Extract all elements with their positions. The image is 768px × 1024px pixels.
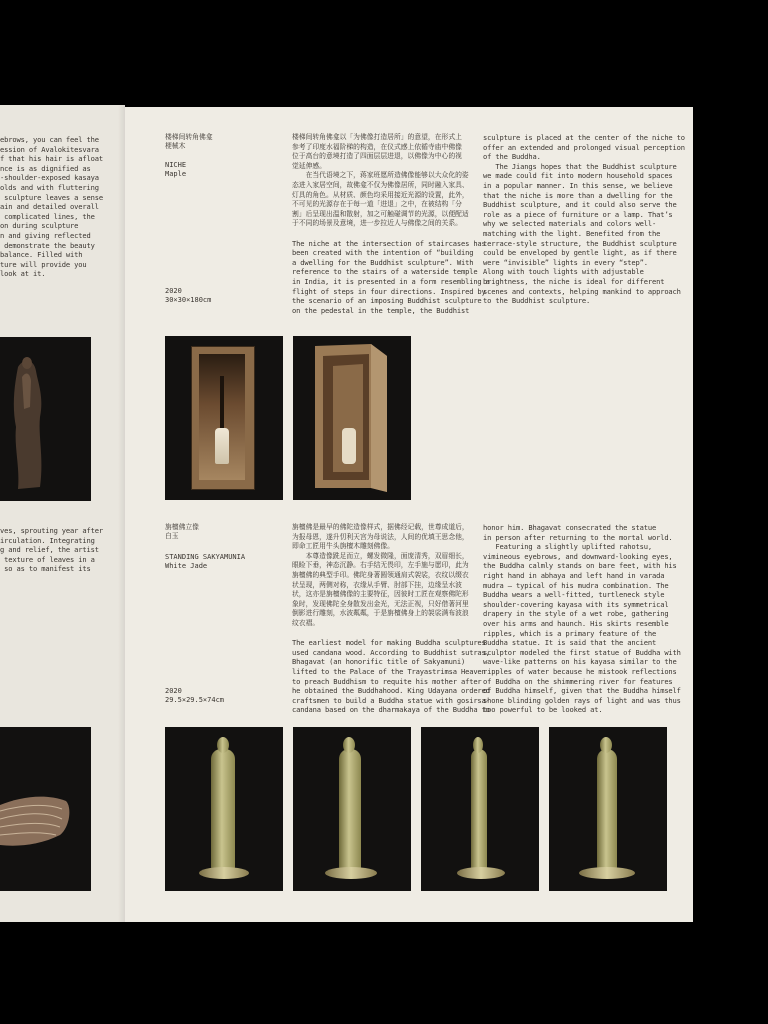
niche-photo-angle	[293, 336, 411, 500]
text-line: The earliest model for making Buddha sculptures	[292, 638, 486, 648]
text-line: the scenario of an imposing Buddhist sculpture	[292, 296, 482, 306]
left-photo-leaf	[0, 727, 91, 891]
niche-material-en: Maple	[165, 170, 187, 178]
sakyamunia-year: 2020	[165, 687, 182, 695]
text-line: 旃檀佛的典型手印。佛陀身著圆领通肩式袈裟，衣纹以缀衣	[292, 570, 469, 579]
text-line: 觉延伸感。	[292, 161, 326, 170]
niche-title-en: NICHE	[165, 161, 187, 169]
text-line	[292, 629, 490, 639]
text-line: wave-like patterns on his kayasa similar to the	[483, 657, 677, 667]
text-line: ves, sprouting year after	[0, 526, 104, 535]
text-line: 位于高台的意境打造了四面层层进退，以佛像为中心的视	[292, 152, 462, 161]
text-line: that the niche is more than a dwelling for the	[483, 190, 673, 200]
statue-photo-back	[549, 727, 667, 891]
text-line: demonstrate the beauty	[0, 240, 95, 250]
text-line: right hand in abhaya and left hand in varada	[483, 570, 665, 580]
sakyamunia-material-en: White Jade	[165, 562, 208, 570]
text-line: he obtained the Buddhahood. King Udayana ordered	[292, 686, 490, 696]
text-line: terrace-style structure, the Buddhist sculpture	[483, 238, 677, 248]
text-line: 倒影进行雕刻，水波粼粼，于是旃檀佛身上的袈裟满布波浪	[292, 609, 469, 618]
left-photo-guanyin	[0, 337, 91, 501]
text-line: Bhagavat (an honorific title of Sakyamuni)	[292, 657, 466, 667]
text-line: 象时，发现佛陀全身散发出金光，无法正视，只好借著河里	[292, 599, 469, 608]
text-line: 于不同的场景及意境，进一步拉近人与佛像之间的关系。	[292, 219, 462, 228]
text-line: ripples of water because he mistook reflections	[483, 666, 677, 676]
text-line: mudra — typical of his mudra combination. The	[483, 580, 669, 590]
text-line: texture of leaves in a	[0, 554, 95, 564]
text-line: reference to the stairs of a waterside temple	[292, 267, 478, 277]
niche-year: 2020	[165, 287, 182, 295]
text-line: look at it.	[0, 269, 46, 279]
text-line: 为报母恩，遂升忉利天宫为母说法，人间的优填王思念他，	[292, 532, 469, 541]
left-text-block-1	[0, 135, 103, 279]
text-line: 本尊造像跣足而立，螺发微隆，面庞清秀，双眉细长，	[292, 551, 469, 560]
sakyamunia-material-cn: 白玉	[165, 532, 179, 540]
text-line: Buddha wears a well-fitted, turtleneck style	[483, 590, 665, 600]
text-line: so as to manifest its	[0, 564, 91, 574]
text-line: flight of steps in four directions. Inspired by	[292, 286, 486, 296]
text-line: of the Buddha.	[483, 152, 541, 162]
text-line: 状呈现，两侧对称，衣缘从手臂、肘部下挂，边缘呈水波	[292, 580, 462, 589]
text-line: role as a piece of furniture or a lamp. That’s	[483, 209, 673, 219]
text-line: ebrows, you can feel the	[0, 135, 99, 144]
sakyamunia-title-en: STANDING SAKYAMUNIA	[165, 553, 246, 561]
text-line: 即命工匠用牛头旃檀木雕刻佛像。	[292, 542, 394, 551]
text-line: ripples, which is a primary feature of the	[483, 628, 657, 638]
text-line: honor him. Bhagavat consecrated the statue	[483, 523, 657, 532]
text-line: 眼睑下垂，神态沉静。右手结无畏印，左手施与愿印，此为	[292, 561, 469, 570]
text-line: Along with touch lights with adjustable	[483, 267, 644, 277]
left-text-block-2	[0, 526, 103, 574]
text-line: a dwelling for the Buddhist sculpture”. With	[292, 257, 474, 267]
niche-photo-front	[165, 336, 283, 500]
text-line: irculation. Integrating	[0, 535, 95, 545]
text-line: 纹衣褶。	[292, 618, 320, 627]
text-line: sculpture leaves a sense	[0, 192, 104, 202]
text-line: The niche at the intersection of staircases has	[292, 238, 486, 248]
text-line: to the Buddhist sculpture.	[483, 296, 591, 306]
sakyamunia-title-cn: 旃檀佛立像	[165, 523, 199, 531]
text-line: in a popular manner. In this sense, we believe	[483, 180, 673, 190]
sakyamunia-description-col2	[483, 523, 681, 715]
text-line: balance. Filled with	[0, 250, 83, 260]
text-line: Featuring a slightly uplifted rahotsu,	[483, 542, 652, 552]
text-line: 状，这亦是旃檀佛像的主要特征，因彼时工匠在观察佛陀形	[292, 590, 469, 599]
text-line: shoulder-covering kayasa with its symmetrical	[483, 599, 669, 609]
text-line: 楼梯间转角佛龛以「为佛像打造居所」的意望，在形式上	[292, 133, 462, 141]
sakyamunia-dimensions: 29.5×29.5×74cm	[165, 696, 225, 704]
text-line: used candana wood. According to Buddhist sutras,	[292, 647, 490, 657]
text-line: craftsmen to build a Buddha statue with gosirsa-	[292, 695, 490, 705]
left-page	[0, 105, 125, 922]
text-line: ture will provide you	[0, 259, 87, 269]
text-line: why we selected materials and colors well-	[483, 219, 657, 229]
text-line: ession of Avalokitesvara	[0, 144, 99, 154]
text-line: drapery in the style of a wet robe, gathering	[483, 609, 669, 619]
text-line: in person after returning to the mortal world.	[483, 532, 673, 542]
text-line: complicated lines, the	[0, 211, 95, 221]
text-line: Buddha statue. It is said that the ancient	[483, 638, 657, 648]
right-page	[125, 107, 693, 922]
text-line: scenes and contexts, helping mankind to approach	[483, 286, 681, 296]
niche-dimensions: 30×30×180cm	[165, 296, 212, 304]
text-line: to preach Buddhism to requite his mother after	[292, 676, 482, 686]
text-line: we made could fit into modern household spaces	[483, 171, 673, 181]
text-line	[292, 229, 490, 239]
sakyamunia-description-col1	[292, 523, 490, 715]
text-line: could be enveloped by gentle light, as if there	[483, 248, 677, 258]
text-line: over his arms and haunch. His skirts resemble	[483, 618, 669, 628]
text-line: 态进入家居空间，故佛龛不仅为佛像居所，同时融入家具、	[292, 180, 469, 189]
text-line: on the pedestal in the temple, the Buddhist	[292, 305, 470, 315]
niche-material-cn: 梗械木	[165, 142, 186, 150]
text-line: lifted to the Palace of the Trayastrimsa Heaven	[292, 666, 486, 676]
text-line: brightness, the niche is ideal for different	[483, 276, 665, 286]
text-line: candana based on the dharmakaya of the Buddha to	[292, 705, 490, 715]
text-line: of Buddha himself, given that the Buddha himself	[483, 686, 681, 696]
text-line: -shoulder-exposed kasaya	[0, 173, 99, 183]
statue-photo-side	[421, 727, 539, 891]
text-line: 参考了印度水福阶梯的构造，在仪式感上依循寺庙中佛像	[292, 142, 462, 151]
text-line: Buddhist sculpture, and it could also serve the	[483, 200, 677, 210]
text-line: f that his hair is afloat	[0, 154, 104, 164]
text-line: 灯具的角色。从材质、颜色均采用接近光源的设置，此外，	[292, 190, 469, 199]
niche-angle-image	[293, 336, 411, 500]
text-line: been created with the intention of “building	[292, 248, 474, 258]
text-line: ain and detailed overall	[0, 202, 99, 212]
text-line: the Buddha calmly stands on bare feet, with his	[483, 561, 677, 571]
statue-photo-three-quarter	[293, 727, 411, 891]
niche-title-cn: 楼梯间转角佛龛	[165, 133, 213, 141]
text-line: 不可见的光源存在于每一道「进退」之中，在被结构「分	[292, 200, 462, 209]
text-line: olds and with fluttering	[0, 182, 99, 192]
text-line: were “invisible” lights in every “step”.	[483, 257, 648, 267]
text-line: vimineous eyebrows, and downward-looking eyes,	[483, 551, 673, 561]
text-line: 旃檀佛是最早的佛陀造像样式，据佛经记载，世尊成道后，	[292, 523, 469, 531]
text-line: on during sculpture	[0, 221, 79, 231]
niche-description-col2	[483, 133, 685, 306]
leaf-sculpture-image	[0, 727, 91, 891]
text-line: too powerful to be looked at.	[483, 705, 603, 715]
text-line: of Buddha on the shimmering river for features	[483, 676, 673, 686]
text-line: shone blinding golden rays of light and was thus	[483, 695, 681, 705]
niche-description-col1	[292, 133, 490, 315]
guanyin-figure-image	[0, 337, 91, 501]
text-line: matching with the light. Benefited from the	[483, 228, 661, 238]
text-line: sculpture is placed at the center of the niche to	[483, 133, 685, 142]
text-line: 在当代语境之下，蒋家班愿所造佛像能够以大众化的姿	[292, 171, 469, 180]
text-line: offer an extended and prolonged visual perception	[483, 142, 685, 152]
text-line: The Jiangs hopes that the Buddhist sculpture	[483, 161, 677, 171]
text-line: nce is as dignified as	[0, 163, 91, 173]
text-line: sculptor modeled the first statue of Buddha with	[483, 647, 681, 657]
statue-photo-front	[165, 727, 283, 891]
text-line: g and relief, the artist	[0, 545, 99, 555]
text-line: 割」后呈现出温和散射，加之可触碰调节的光源，以便配适	[292, 209, 469, 218]
text-line: in India, it is presented in a form resembling a	[292, 276, 490, 286]
text-line: n and giving reflected	[0, 230, 91, 240]
